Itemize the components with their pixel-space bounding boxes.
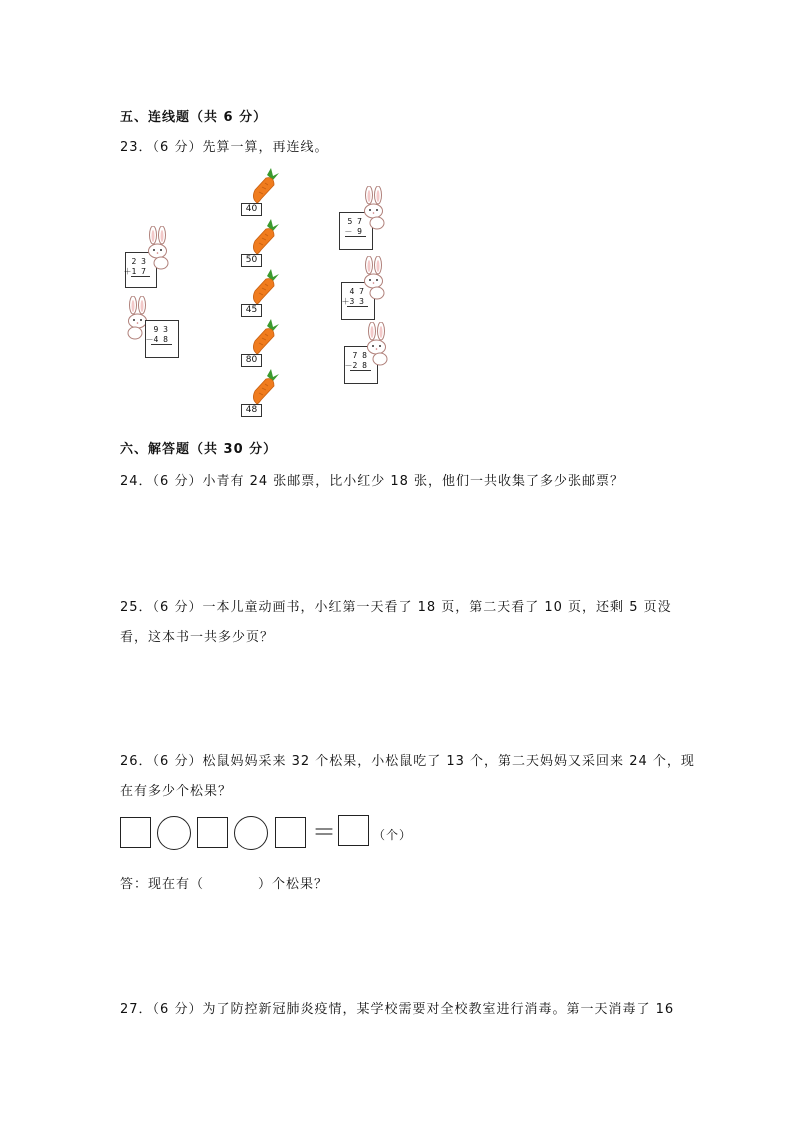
- operator-circle-1[interactable]: [157, 816, 191, 850]
- question-27-line-1: 27．（6 分）为了防控新冠肺炎疫情，某学校需要对全校教室进行消毒。第一天消毒了 16: [120, 1002, 675, 1017]
- calc-rule: [347, 306, 368, 307]
- calc-rule: [345, 236, 366, 237]
- calc-line-1: 7 8: [352, 351, 367, 360]
- answer-blank[interactable]: [210, 873, 258, 889]
- question-26-line-2: 在有多少个松果？: [120, 784, 233, 799]
- question-25-line-2: 看，这本书一共多少页？: [120, 630, 275, 645]
- calc-line-2: －2 8: [344, 361, 367, 370]
- bunny-icon: [143, 226, 173, 270]
- carrot-tag: 45: [241, 304, 262, 317]
- calc-line-1: 5 7: [347, 217, 362, 226]
- calc-line-1: 4 7: [349, 287, 364, 296]
- question-24-text: 24．（6 分）小青有 24 张邮票，比小红少 18 张，他们一共收集了多少张邮票？: [120, 474, 625, 489]
- carrot-item[interactable]: [241, 219, 281, 269]
- bunny-icon: [359, 186, 389, 230]
- carrot-icon: [247, 219, 281, 255]
- question-23-text: 23．（6 分）先算一算，再连线。: [120, 140, 329, 155]
- calc-line-2: ＋1 7: [123, 267, 146, 276]
- section-heading-6: 六、解答题（共 30 分）: [120, 442, 278, 457]
- carrot-tag: 40: [241, 203, 262, 216]
- calc-card-right-3[interactable]: [344, 322, 394, 387]
- carrot-icon: [247, 269, 281, 305]
- calc-line-2: ＋3 3: [341, 297, 364, 306]
- carrot-tag: 50: [241, 254, 262, 267]
- question-26-line-1: 26．（6 分）松鼠妈妈采来 32 个松果，小松鼠吃了 13 个，第二天妈妈又采回来 24 个，现: [120, 754, 695, 769]
- calc-line-2: －4 8: [145, 335, 168, 344]
- calc-card-right-2[interactable]: [341, 256, 391, 321]
- calc-card-left-2[interactable]: [123, 296, 183, 358]
- answer-box-2[interactable]: [197, 817, 228, 848]
- operator-circle-2[interactable]: [234, 816, 268, 850]
- answer-suffix: ）个松果？: [258, 877, 329, 892]
- section-heading-5: 五、连线题（共 6 分）: [120, 110, 268, 125]
- carrot-item[interactable]: [241, 319, 281, 369]
- carrot-icon: [247, 369, 281, 405]
- calc-card-right-1[interactable]: [339, 186, 389, 251]
- equals-sign: ＝: [312, 818, 336, 846]
- carrot-tag: 80: [241, 354, 262, 367]
- calc-line-1: 2 3: [131, 257, 146, 266]
- calc-box: [145, 320, 179, 358]
- answer-prefix: 答：现在有（: [120, 877, 205, 892]
- calc-card-left-1[interactable]: [123, 226, 173, 291]
- calc-rule: [151, 344, 172, 345]
- carrot-icon: [247, 319, 281, 355]
- answer-box-3[interactable]: [275, 817, 306, 848]
- calc-rule: [350, 370, 371, 371]
- question-25-line-1: 25．（6 分）一本儿童动画书，小红第一天看了 18 页，第二天看了 10 页，还剩 5 页没: [120, 600, 672, 615]
- unit-label: （个）: [373, 828, 413, 842]
- calc-line-2: － 9: [344, 227, 362, 236]
- answer-box-result[interactable]: [338, 815, 369, 846]
- calc-line-1: 9 3: [153, 325, 168, 334]
- matching-figure: [115, 168, 415, 420]
- carrot-item[interactable]: [241, 369, 281, 419]
- bunny-icon: [359, 256, 389, 300]
- carrot-icon: [247, 168, 281, 204]
- carrot-item[interactable]: [241, 168, 281, 218]
- calc-rule: [131, 276, 150, 277]
- bunny-icon: [362, 322, 392, 366]
- carrot-item[interactable]: [241, 269, 281, 319]
- answer-box-1[interactable]: [120, 817, 151, 848]
- carrot-tag: 48: [241, 404, 262, 417]
